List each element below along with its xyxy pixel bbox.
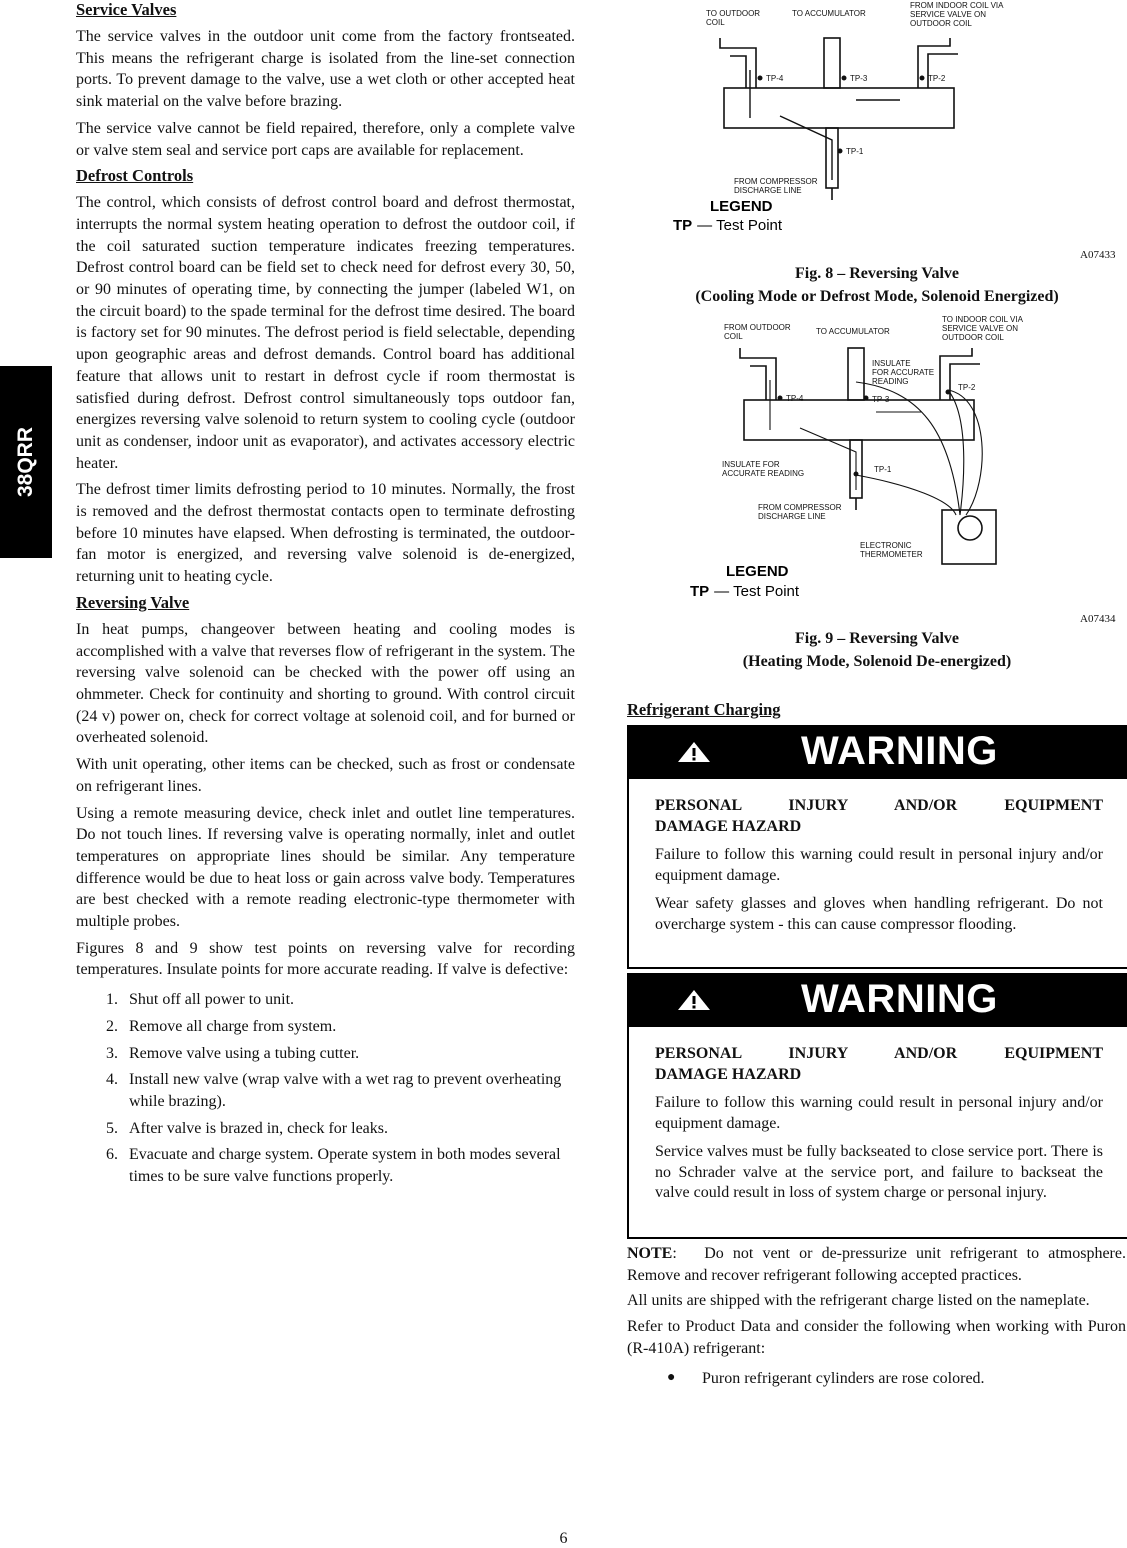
flow-arrow bbox=[780, 116, 832, 180]
legend-item bbox=[673, 217, 783, 234]
caption-subtitle: (Cooling Mode or Defrost Mode, Solenoid Energized) bbox=[695, 288, 1059, 305]
paragraph: Refer to Product Data and consider the following when working with Puron (R-410A) refrigerant: bbox=[627, 1318, 1126, 1357]
hazard-title: DAMAGE HAZARD bbox=[655, 818, 802, 835]
hazard-title: PERSONAL INJURY AND/OR EQUIPMENT bbox=[655, 797, 1103, 814]
step-text: Remove valve using a tubing cutter. bbox=[129, 1044, 360, 1062]
label-tp4: TP-4 bbox=[766, 74, 784, 83]
tube-accumulator bbox=[848, 348, 864, 400]
left-column bbox=[76, 0, 575, 1193]
warning-text: Failure to follow this warning could result in personal injury and/or equipment damage. bbox=[655, 846, 1103, 884]
reversing-valve-heating-diagram bbox=[660, 310, 1080, 610]
thermometer-box bbox=[942, 510, 996, 564]
label-indoor: OUTDOOR COIL bbox=[942, 333, 1004, 342]
label-tp1: TP-1 bbox=[874, 465, 892, 474]
paragraph: Figures 8 and 9 show test points on reversing valve for recording temperatures. Insulate points for more accurate reading. If valve is defective: bbox=[76, 939, 575, 979]
reversing-valve-cooling-diagram bbox=[660, 0, 1080, 240]
legend-item bbox=[690, 583, 800, 600]
hazard-title: PERSONAL INJURY AND/OR EQUIPMENT bbox=[655, 1045, 1103, 1062]
figure-9-diagram bbox=[660, 310, 1080, 610]
tube-outdoor-inner bbox=[750, 366, 766, 400]
page-number: 6 bbox=[559, 1530, 568, 1547]
list-item bbox=[76, 1118, 575, 1140]
paragraph: The service valves in the outdoor unit come from the factory frontseated. This means the refrigerant charge is isolated from the line-set connection ports. To prevent damage to the valve, use a wet cloth or other accepted heat sink material on the valve before brazing. bbox=[76, 28, 575, 111]
tube-outdoor-inner bbox=[730, 56, 746, 88]
label-compressor: DISCHARGE LINE bbox=[734, 186, 802, 195]
step-text: Install new valve (wrap valve with a wet rag to prevent overheating while brazing). bbox=[129, 1071, 562, 1110]
paragraph: The service valve cannot be field repaired, therefore, only a complete valve or valve stem seal and service port caps are available for replacement. bbox=[76, 119, 575, 159]
warning-signal-word: WARNING bbox=[801, 977, 998, 1021]
bullet-text: Puron refrigerant cylinders are rose colored. bbox=[702, 1369, 985, 1387]
label-compressor: DISCHARGE LINE bbox=[758, 512, 826, 521]
warning-body bbox=[629, 1027, 1127, 1220]
tube-indoor-inner bbox=[950, 364, 980, 400]
charging-notes bbox=[627, 1243, 1126, 1390]
probe-wire bbox=[948, 390, 982, 515]
label-outdoor: TO OUTDOOR bbox=[706, 9, 761, 18]
reversing-valve-section bbox=[76, 593, 575, 1188]
test-point-marker bbox=[778, 396, 783, 401]
probe-wire bbox=[948, 390, 964, 515]
label-indoor: SERVICE VALVE ON bbox=[910, 10, 987, 19]
caption-title: Fig. 8 – Reversing Valve bbox=[795, 265, 959, 282]
step-number: 6. bbox=[106, 1146, 118, 1164]
warning-box bbox=[627, 725, 1127, 969]
paragraph: The defrost timer limits defrosting period to 10 minutes. Normally, the frost is removed and the defrost thermostat contacts open to terminate defrosting before 10 minutes have elapsed. When defrosting is terminated, the outdoor-fan motor is energized, and reversing valve solenoid is de-energized, returning unit to heating cycle. bbox=[76, 481, 575, 586]
refrigerant-charging-heading: Refrigerant Charging bbox=[627, 700, 781, 719]
label-thermometer: ELECTRONIC bbox=[860, 541, 912, 550]
step-number: 5. bbox=[106, 1119, 118, 1137]
caption-subtitle: (Heating Mode, Solenoid De-energized) bbox=[742, 653, 1012, 670]
label-indoor: SERVICE VALVE ON bbox=[942, 324, 1019, 333]
label-tp2: TP-2 bbox=[928, 74, 946, 83]
label-outdoor: COIL bbox=[706, 18, 725, 27]
note-paragraph bbox=[627, 1243, 1126, 1286]
caption-title: Fig. 9 – Reversing Valve bbox=[795, 630, 959, 647]
step-text: Evacuate and charge system. Operate system in both modes several times to be sure valve functions properly. bbox=[129, 1146, 561, 1186]
legend-dash: — bbox=[714, 583, 730, 600]
label-indoor: TO INDOOR COIL VIA bbox=[942, 315, 1023, 324]
label-tp3: TP-3 bbox=[872, 395, 890, 404]
defrost-controls-heading: Defrost Controls bbox=[76, 166, 194, 186]
test-point-marker bbox=[842, 76, 847, 81]
step-text: Shut off all power to unit. bbox=[129, 991, 295, 1009]
hazard-title: DAMAGE HAZARD bbox=[655, 1066, 802, 1083]
warning-signal-word: WARNING bbox=[801, 729, 998, 773]
paragraph: In heat pumps, changeover between heating and cooling modes is accomplished with a valve that reverses flow of refrigerant in the system. The reversing valve solenoid can be checked with the power off using an ohmmeter. Check for continuity and shorting to ground. With control circuit (24 v) power on, check for correct voltage at solenoid coil, and for burned or overheated solenoid. bbox=[76, 620, 575, 747]
warning-text: Service valves must be fully backseated to close service port. There is no Schrader valve at the service port, and failure to backseat the valve could result in loss of system charge or personal injury. bbox=[655, 1143, 1103, 1201]
label-outdoor: COIL bbox=[724, 332, 743, 341]
list-item bbox=[627, 1368, 1126, 1390]
label-indoor: FROM INDOOR COIL VIA bbox=[910, 1, 1004, 10]
figure-9-caption bbox=[627, 627, 1127, 673]
paragraph: The control, which consists of defrost control board and defrost thermostat, interrupts the normal system heating operation to defrost the outdoor coil, if the coil saturated suction temperature indicates freezing temperatures. Defrost control board can be field set to check need for defrost every 30, 50, or 90 minutes of operating time, by connecting the jumper (labeled W1, on the circuit board) to the spade terminal for the defrost time desired. The board is factory set for 90 minutes. The defrost period is field selectable, depending upon geographic areas and defrost demands. Control board has additional feature that allows unit to restart in defrost cycle if room thermostat is satisfied during defrost. Defrost control simultaneously tops outdoor fan, energizes reversing valve solenoid to return system to cooling cycle (outdoor unit as condenser, indoor unit as evaporator), and activates accessory electric heater. bbox=[76, 194, 575, 472]
warning-text: Wear safety glasses and gloves when handling refrigerant. Do not overcharge system - this can cause compressor flooding. bbox=[655, 895, 1103, 933]
note-colon: : bbox=[672, 1245, 705, 1262]
probe-wire bbox=[856, 475, 956, 515]
list-item bbox=[76, 1043, 575, 1065]
figure-8-diagram bbox=[660, 0, 1080, 240]
test-point-marker bbox=[920, 76, 925, 81]
warning-box bbox=[627, 973, 1127, 1239]
warning-body bbox=[629, 779, 1127, 951]
step-number: 2. bbox=[106, 1017, 118, 1035]
legend-abbr: TP bbox=[690, 583, 710, 600]
test-point-marker bbox=[946, 390, 951, 395]
note-label: NOTE bbox=[627, 1245, 673, 1262]
step-number: 3. bbox=[106, 1044, 118, 1062]
defrost-controls-section bbox=[76, 166, 575, 588]
figure-code: A07434 bbox=[1080, 613, 1116, 625]
valve-body bbox=[724, 88, 954, 128]
label-tp1: TP-1 bbox=[846, 147, 864, 156]
label-tp3: TP-3 bbox=[850, 74, 868, 83]
list-item bbox=[76, 1069, 575, 1112]
valve-replacement-steps bbox=[76, 989, 575, 1188]
service-valves-section bbox=[76, 0, 575, 161]
list-item bbox=[76, 1016, 575, 1038]
label-compressor: FROM COMPRESSOR bbox=[734, 177, 818, 186]
list-item bbox=[76, 989, 575, 1011]
tube-outdoor bbox=[740, 348, 776, 400]
label-compressor: FROM COMPRESSOR bbox=[758, 503, 842, 512]
flow-arrow bbox=[800, 428, 856, 490]
label-insulate-left: ACCURATE READING bbox=[722, 469, 805, 478]
note-text: Do not vent or de-pressurize unit refrigerant to atmosphere. Remove and recover refrigerant following accepted practices. bbox=[627, 1245, 1126, 1284]
tube-accumulator bbox=[824, 38, 840, 88]
legend-title: LEGEND bbox=[710, 198, 773, 215]
bullet-icon: ● bbox=[667, 1369, 676, 1385]
thermometer-dial bbox=[958, 516, 982, 540]
valve-body bbox=[744, 400, 974, 440]
label-indoor: OUTDOOR COIL bbox=[910, 19, 972, 28]
legend-text: Test Point bbox=[716, 217, 783, 234]
figure-code: A07433 bbox=[1080, 249, 1116, 261]
service-valves-heading: Service Valves bbox=[76, 0, 177, 19]
step-number: 4. bbox=[106, 1071, 118, 1089]
label-accumulator: TO ACCUMULATOR bbox=[816, 327, 890, 336]
legend-title: LEGEND bbox=[726, 563, 789, 580]
legend-dash: — bbox=[697, 217, 713, 234]
warning-triangle-icon bbox=[677, 741, 711, 763]
paragraph: With unit operating, other items can be checked, such as frost or condensate on refrigerant lines. bbox=[76, 756, 575, 795]
label-tp2: TP-2 bbox=[958, 383, 976, 392]
reversing-valve-heading: Reversing Valve bbox=[76, 592, 190, 612]
paragraph: All units are shipped with the refrigerant charge listed on the nameplate. bbox=[627, 1292, 1090, 1310]
legend-abbr: TP bbox=[673, 217, 693, 234]
test-point-marker bbox=[864, 396, 869, 401]
paragraph: Using a remote measuring device, check inlet and outlet line temperatures. Do not touch lines. If reversing valve is operating normally, inlet and outlet temperatures on appropriate lines should be similar. Any temperature difference would be due to heat loss or gain across valve body. Temperatures are best checked with a remote reading electronic-type thermometer with multiple probes. bbox=[76, 804, 575, 931]
side-tab-label: 38QRR bbox=[14, 426, 37, 498]
label-insulate-top: FOR ACCURATE bbox=[872, 368, 935, 377]
label-insulate-top: READING bbox=[872, 377, 909, 386]
warning-header bbox=[629, 975, 1127, 1027]
step-number: 1. bbox=[106, 991, 118, 1009]
step-text: Remove all charge from system. bbox=[129, 1017, 337, 1035]
label-insulate-top: INSULATE bbox=[872, 359, 911, 368]
test-point-marker bbox=[854, 472, 859, 477]
warning-text: Failure to follow this warning could result in personal injury and/or equipment damage. bbox=[655, 1094, 1103, 1132]
figure-8-caption bbox=[627, 262, 1127, 308]
warning-triangle-icon bbox=[677, 989, 711, 1011]
test-point-marker bbox=[758, 76, 763, 81]
list-item bbox=[76, 1144, 575, 1187]
step-text: After valve is brazed in, check for leaks. bbox=[129, 1119, 388, 1137]
side-tab bbox=[0, 366, 52, 558]
warning-header bbox=[629, 727, 1127, 779]
label-insulate-left: INSULATE FOR bbox=[722, 460, 780, 469]
label-thermometer: THERMOMETER bbox=[860, 550, 923, 559]
legend-text: Test Point bbox=[733, 583, 800, 600]
label-outdoor: FROM OUTDOOR bbox=[724, 323, 791, 332]
label-accumulator: TO ACCUMULATOR bbox=[792, 9, 866, 18]
test-point-marker bbox=[838, 149, 843, 154]
label-tp4: TP-4 bbox=[786, 394, 804, 403]
